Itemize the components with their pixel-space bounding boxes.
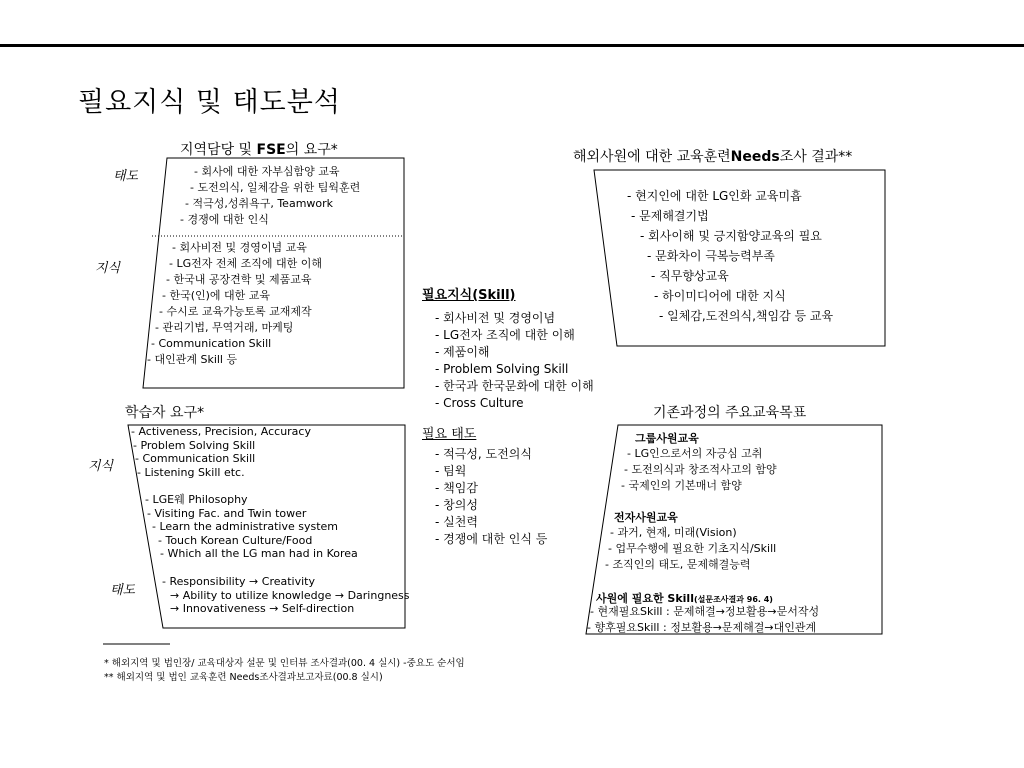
overseas-title-bold: Needs (730, 149, 780, 165)
list-item: - 현지인에 대한 LG인화 교육미흡 (627, 189, 802, 203)
regional-knowledge-label: 지식 (95, 261, 121, 276)
list-item: - 적극성, 도전의식 (435, 447, 532, 461)
list-item: - Activeness, Precision, Accuracy (131, 425, 311, 438)
overseas-title (573, 146, 852, 166)
list-item: - LGE웨 Philosophy (145, 493, 248, 506)
list-item: - 현재필요Skill : 문제해결→정보활용→문서작성 (590, 605, 820, 618)
list-item: - 문제해결기법 (631, 209, 709, 223)
list-item: - Communication Skill (151, 337, 272, 350)
existing-group-title (635, 431, 699, 447)
list-item: - Touch Korean Culture/Food (158, 533, 313, 547)
existing-group-title-text: 그룹사원교육 (635, 432, 699, 445)
list-item: - 과거, 현재, 미래(Vision) (610, 526, 737, 539)
list-item: - 제품이해 (435, 345, 490, 359)
list-item: - Visiting Fac. and Twin tower (147, 506, 307, 520)
regional-title-bold: FSE (256, 142, 286, 158)
attitudes-list (435, 446, 547, 548)
existing-skill-list (587, 604, 820, 636)
list-item: - 경쟁에 대한 인식 (180, 213, 269, 226)
list-item: - 한국과 한국문화에 대한 이해 (435, 379, 594, 393)
overseas-title-suffix: 조사 결과** (779, 149, 853, 165)
existing-title: 기존과정의 주요교육목표 (653, 405, 807, 421)
list-item: - Problem Solving Skill (133, 438, 256, 452)
list-item: → Ability to utilize knowledge → Daringness (170, 588, 410, 602)
list-item: - Responsibility → Creativity (162, 575, 315, 588)
regional-attitude-label: 태도 (113, 169, 139, 184)
footnote-1: * 해외지역 및 법인장/ 교육대상자 설문 및 인터뷰 조사결과(00. 4 실시) -중요도 순서임 (104, 658, 465, 669)
list-item: - Learn the administrative system (152, 520, 338, 533)
list-item: - Cross Culture (435, 396, 524, 410)
list-item: - Which all the LG man had in Korea (160, 547, 358, 560)
learner-attitude-list (162, 575, 410, 616)
list-item: - Listening Skill etc. (137, 465, 245, 479)
overseas-title-prefix: 해외사원에 대한 교육훈련 (573, 149, 731, 165)
list-item: - 경쟁에 대한 인식 등 (435, 532, 548, 546)
overseas-list (627, 186, 833, 326)
existing-lge-list (605, 525, 777, 573)
learner-attitude-label: 태도 (110, 583, 136, 598)
list-item: - 도전의식과 창조적사고의 함양 (624, 463, 777, 476)
list-item: - 회사비전 및 경영이념 (435, 311, 556, 325)
skills-title-text: 필요지식(Skill) (422, 288, 516, 303)
list-item: - 회사에 대한 자부심함양 교육 (194, 165, 340, 178)
footnotes (104, 657, 465, 685)
footnote-2: ** 해외지역 및 법인 교육훈련 Needs조사결과보고자료(00.8 실시) (104, 672, 383, 683)
list-item: - 회사비전 및 경영이념 교육 (172, 241, 307, 254)
list-item: - LG인으로서의 자긍심 고취 (627, 447, 763, 460)
skills-title (422, 284, 516, 303)
regional-knowledge-list (147, 240, 322, 368)
list-item: - 팀웍 (435, 464, 467, 478)
existing-skill-note: (설문조사결과 96. 4) (693, 595, 773, 604)
list-item: - 하이미디어에 대한 지식 (654, 289, 786, 303)
page-title: 필요지식 및 태도분석 (78, 87, 341, 118)
list-item: - 실천력 (435, 515, 478, 529)
list-item: - Problem Solving Skill (435, 362, 569, 376)
skills-list (435, 310, 594, 412)
list-item: - 향후필요Skill : 정보활용→문제해결→대인관계 (587, 621, 817, 634)
list-item: - 관리기법, 무역거래, 마케팅 (155, 321, 294, 334)
existing-lge-title (614, 510, 678, 526)
list-item: - 조직인의 태도, 문제해결능력 (605, 558, 751, 571)
list-item: - 도전의식, 일체감을 위한 팀웍훈련 (190, 181, 361, 194)
list-item: - 수시로 교육가능토록 교재제작 (159, 305, 312, 318)
list-item: - 일체감,도전의식,책임감 등 교육 (659, 309, 834, 323)
learner-knowledge-label: 지식 (88, 459, 114, 474)
attitudes-title-text: 필요 태도 (422, 427, 477, 442)
list-item: - 직무향상교육 (651, 269, 729, 283)
list-item: - 책임감 (435, 481, 478, 495)
existing-lge-title-text: 전자사원교육 (614, 511, 678, 524)
regional-title (180, 139, 338, 159)
list-item: - 적극성,성취욕구, Teamwork (185, 197, 334, 210)
list-item: - LG전자 전체 조직에 대한 이해 (169, 257, 322, 270)
existing-group-list (621, 446, 777, 494)
regional-attitude-list (180, 164, 361, 228)
list-item: - 한국내 공장견학 및 제품교육 (166, 273, 312, 286)
list-item: - 창의성 (435, 498, 478, 512)
existing-skill-title-text: 사원에 필요한 Skill (596, 592, 694, 605)
list-item: - 한국(인)에 대한 교육 (162, 289, 271, 302)
list-item: - 회사이해 및 긍지함양교육의 필요 (640, 229, 822, 243)
learner-title: 학습자 요구* (125, 405, 205, 421)
list-item: → Innovativeness → Self-direction (170, 602, 355, 615)
list-item: - 문화차이 극복능력부족 (647, 249, 775, 263)
list-item: - 업무수행에 필요한 기초지식/Skill (608, 542, 777, 555)
list-item: - Communication Skill (135, 452, 256, 465)
list-item: - LG전자 조직에 대한 이해 (435, 328, 575, 342)
list-item: - 대인관계 Skill 등 (147, 353, 238, 366)
regional-title-prefix: 지역담당 및 (180, 142, 257, 158)
list-item: - 국제인의 기본매너 함양 (621, 479, 742, 492)
learner-knowledge-list (131, 425, 311, 479)
regional-title-suffix: 의 요구* (285, 142, 338, 158)
attitudes-title (422, 423, 476, 442)
learner-knowledge-list-2 (145, 493, 358, 561)
